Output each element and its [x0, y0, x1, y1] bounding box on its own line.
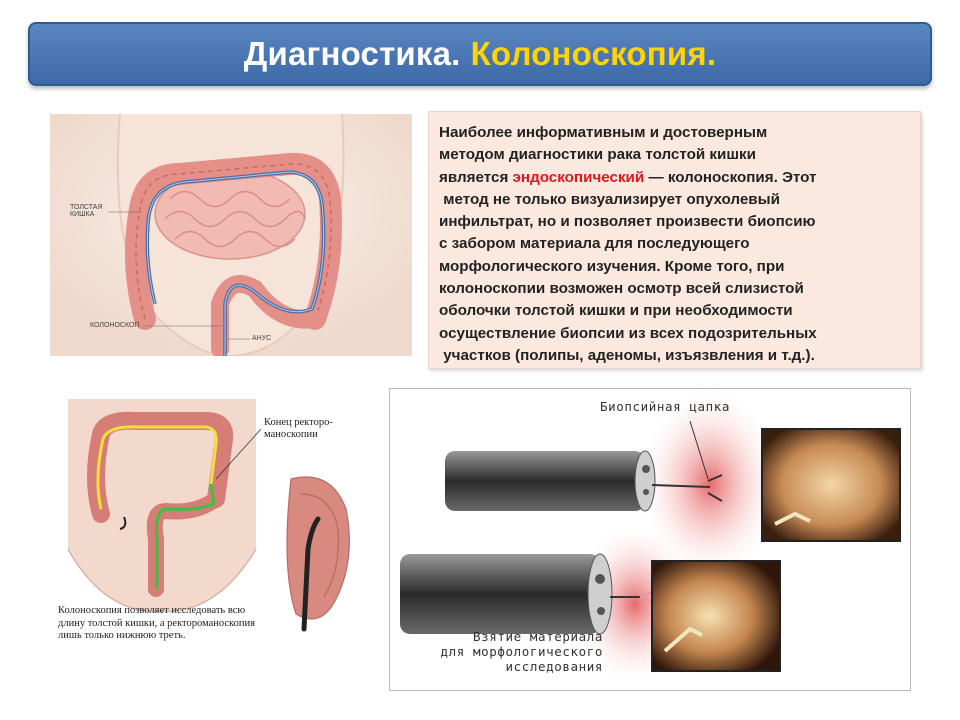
label-anus: АНУС [252, 335, 272, 342]
caption-line: исследования [505, 659, 603, 674]
slide-title: Диагностика. [243, 35, 461, 72]
label-rectoscope-line2: маноскопии [264, 429, 318, 440]
biopsy-forceps-illustration [389, 388, 911, 691]
text-fragment: — колоноскопия. Этот [644, 168, 817, 186]
label-rectoscope-line1: Конец ректоро- [264, 417, 333, 428]
anatomy-drawing [50, 114, 412, 356]
caption-line: лишь только нижнюю треть. [58, 630, 186, 641]
text-line: с забором материала для последующего [439, 235, 750, 253]
text-line: методом диагностики рака толстой кишки [439, 146, 756, 164]
text-line: морфологического изучения. Кроме того, при [439, 257, 785, 275]
label-biopsy-forceps: Биопсийная цапка [600, 399, 731, 414]
caption-line: Взятие материала [472, 629, 603, 644]
highlight-endoscopic: эндоскопический [512, 168, 645, 186]
description-text-box [428, 111, 921, 369]
text-line: Наиболее информативным и достоверным [439, 124, 768, 141]
figure3-caption [408, 629, 603, 674]
text-line: инфильтрат, но и позволяет произвести биопсию [439, 213, 816, 231]
text-line: участков (полипы, аденомы, изъязвления и т.д.). [439, 346, 815, 364]
colonoscopy-anatomy-illustration [50, 114, 412, 356]
text-line: метод не только визуализирует опухолевый [439, 190, 780, 208]
text-line: осуществление биопсии из всех подозрительных [439, 324, 817, 342]
colonoscopy-vs-rectoscopy-illustration [56, 399, 371, 659]
label-colon-line2: КИШКА [70, 211, 95, 218]
slide-title-accent: Колоноскопия. [470, 35, 717, 72]
text-fragment: является [439, 168, 513, 186]
label-colonoscope: КОЛОНОСКОП [90, 322, 140, 329]
figure2-caption [58, 605, 255, 643]
text-line: колоноскопии возможен осмотр всей слизистой [439, 280, 804, 298]
slide-title-bar [28, 22, 932, 86]
label-colon-line1: ТОЛСТАЯ [70, 204, 103, 211]
text-line: оболочки толстой кишки и при необходимости [439, 302, 793, 320]
text-line [439, 167, 910, 189]
caption-line: для морфологического [440, 644, 603, 659]
caption-line: Колоноскопия позволяет исследовать всю [58, 605, 246, 616]
label-colon [70, 204, 103, 218]
caption-line: длину толстой кишки, а ректороманоскопия [58, 617, 255, 629]
label-rectoscope-end [264, 417, 333, 441]
